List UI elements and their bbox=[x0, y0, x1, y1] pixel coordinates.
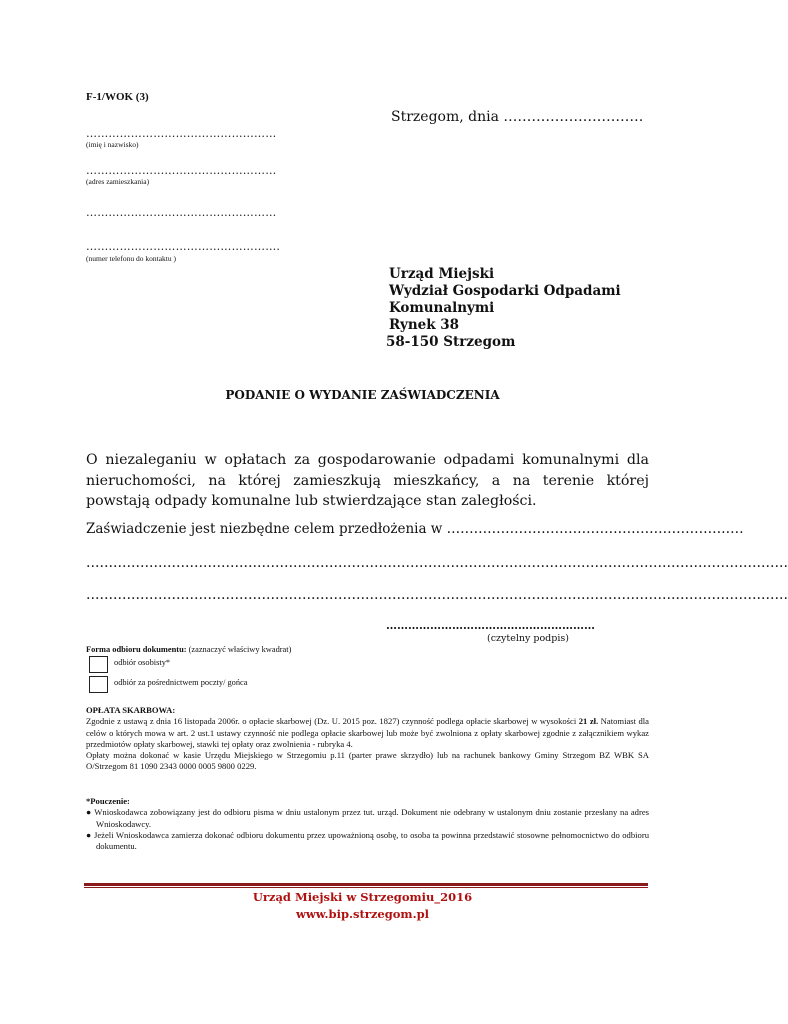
recipient-line1: Urząd Miejski bbox=[389, 266, 495, 282]
name-hint: (imię i nazwisko) bbox=[86, 140, 139, 149]
pickup-heading-hint: (zaznaczyć właściwy kwadrat) bbox=[186, 645, 292, 654]
signature-field[interactable]: ………………………………………………… bbox=[386, 619, 595, 632]
fee-text bbox=[86, 716, 649, 750]
footer-rule-thick bbox=[84, 883, 648, 886]
notice-item-1: ● Wnioskodawca zobowiązany jest do odbioru pisma w dniu ustalonym przez tut. urząd. Dokument nie odebrany w ustalonym dniu zostanie przesłany na adres Wnioskodawcy. bbox=[86, 807, 649, 829]
purpose-field[interactable]: Zaświadczenie jest niezbędne celem przedłożenia w ………………………………………………………… bbox=[86, 521, 744, 537]
footer-office: Urząd Miejski w Strzegomiu_2016 bbox=[252, 890, 473, 904]
fee-heading: OPŁATA SKARBOWA: bbox=[86, 705, 176, 715]
notice-heading: *Pouczenie: bbox=[86, 796, 130, 806]
fee-payment-info: Opłaty można dokonać w kasie Urzędu Miejskiego w Strzegomiu p.11 (parter prawe skrzydło) lub na rachunek bankowy Gminy Strzegom BZ WBK SA O/Strzegom 81 1090 2343 0000 0005 9800 0229. bbox=[86, 750, 649, 772]
footer-website-link[interactable]: www.bip.strzegom.pl bbox=[296, 907, 429, 921]
notice-item-2: ● Jeżeli Wnioskodawca zamierza dokonać odbioru dokumentu przez upoważnioną osobę, to osoba ta powinna przedstawić stosowne pełnomocnictwo do odbioru dokumentu. bbox=[86, 829, 649, 852]
form-code: F-1/WOK (3) bbox=[86, 91, 149, 103]
date-line[interactable]: Strzegom, dnia ………………………… bbox=[391, 109, 644, 125]
fee-text-2: Natomiast dla celów o których mowa w art. 2 ust.1 ustawy czynność nie podlega opłacie skarbowej lub może być zwolniona z opłaty skarbowej zgodnie z załącznikiem wykaz przedmiotów opłaty skarbowej, stawki tej opłaty oraz zwolnienia - rubryka 4. bbox=[86, 716, 649, 749]
address2-field[interactable]: …………………………………………… bbox=[86, 206, 277, 219]
name-field[interactable]: …………………………………………… bbox=[86, 127, 277, 140]
recipient-line3: Komunalnymi bbox=[389, 300, 495, 316]
fee-section bbox=[86, 705, 649, 773]
blank-line-1[interactable]: ………………………………………………………………………………………………………………………………………… bbox=[86, 555, 788, 571]
recipient-line4: Rynek 38 bbox=[389, 317, 460, 333]
signature-hint: (czytelny podpis) bbox=[487, 633, 569, 644]
pickup-heading bbox=[86, 645, 291, 654]
notice-section bbox=[86, 796, 649, 852]
body-text: O niezaleganiu w opłatach za gospodarowanie odpadami komunalnymi dla nieruchomości, na której zamieszkują mieszkańcy, a na terenie której powstają odpady komunalne lub stwierdzające stan zaległości. bbox=[86, 452, 649, 509]
phone-hint: (numer telefonu do kontaktu ) bbox=[86, 254, 176, 263]
pickup-post-label: odbiór za pośrednictwem poczty/ gońca bbox=[114, 678, 248, 687]
recipient-line2: Wydział Gospodarki Odpadami bbox=[389, 283, 621, 299]
fee-text-1: Zgodnie z ustawą z dnia 16 listopada 2006r. o opłacie skarbowej (Dz. U. 2015 poz. 1827) czynność podlega opłacie skarbowej w wysokości bbox=[86, 716, 579, 727]
pickup-post-checkbox[interactable] bbox=[89, 676, 108, 693]
pickup-personal-label: odbiór osobisty* bbox=[114, 658, 171, 667]
pickup-personal-checkbox[interactable] bbox=[89, 656, 108, 673]
recipient-line5: 58-150 Strzegom bbox=[386, 334, 516, 350]
footer-rule-thin bbox=[84, 887, 648, 888]
address-field[interactable]: …………………………………………… bbox=[86, 164, 277, 177]
fee-amount: 21 zł. bbox=[578, 716, 599, 727]
blank-line-2[interactable]: ………………………………………………………………………………………………………………………………………… bbox=[86, 587, 788, 603]
document-title: PODANIE O WYDANIE ZAŚWIADCZENIA bbox=[225, 388, 500, 402]
address-hint: (adres zamieszkania) bbox=[86, 177, 150, 186]
phone-field[interactable]: ……………………………………………. bbox=[86, 240, 281, 253]
pickup-heading-label: Forma odbioru dokumentu: bbox=[86, 645, 187, 654]
